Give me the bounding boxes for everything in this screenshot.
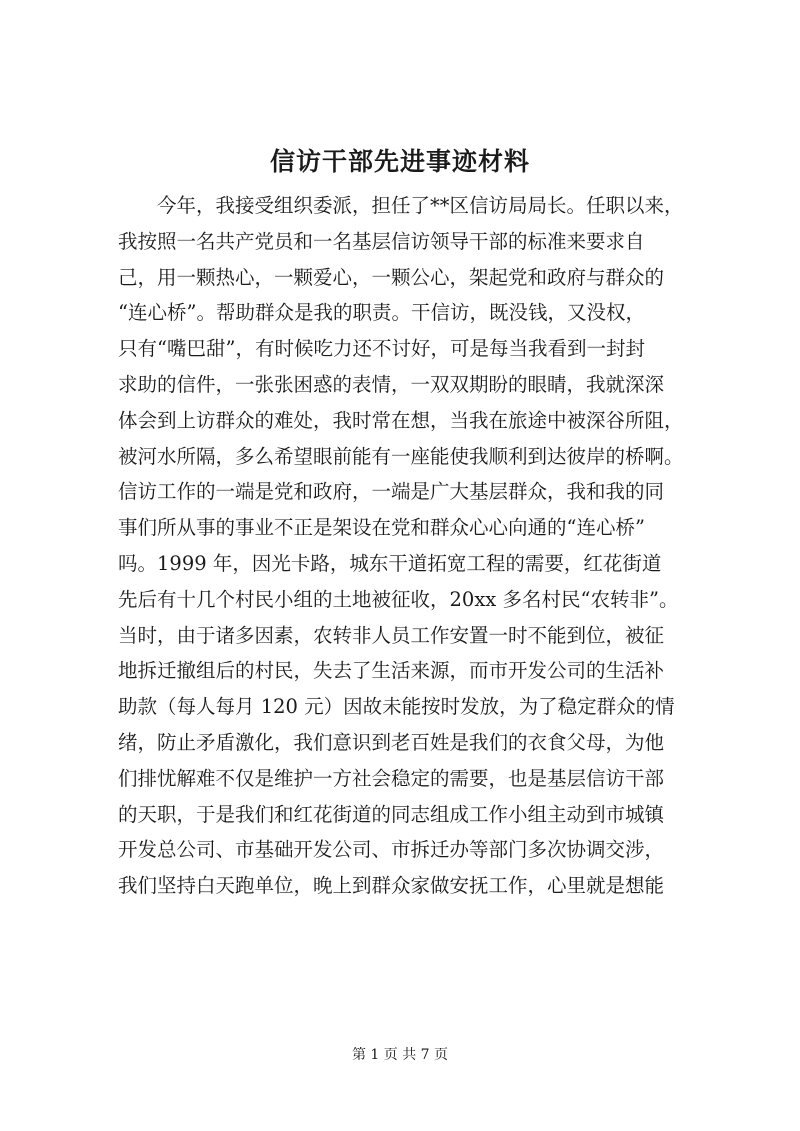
body-line: 己，用一颗热心，一颗爱心，一颗公心，架起党和政府与群众的 bbox=[118, 265, 665, 289]
body-line: 开发总公司、市基础开发公司、市拆迁办等部门多次协调交涉， bbox=[118, 838, 665, 862]
document-body bbox=[118, 188, 728, 904]
page-number-footer: 第 1 页 共 7 页 bbox=[351, 1047, 449, 1063]
body-line: 吗。1999 年，因光卡路，城东干道拓宽工程的需要，红花街道 bbox=[118, 551, 662, 575]
body-line: “连心桥”。帮助群众是我的职责。干信访，既没钱，又没权， bbox=[118, 301, 645, 325]
document-title: 信访干部先进事迹材料 bbox=[269, 147, 530, 176]
body-line: 事们所从事的事业不正是架设在党和群众心心向通的“连心桥” bbox=[118, 516, 645, 540]
body-line: 信访工作的一端是党和政府，一端是广大基层群众，我和我的同 bbox=[118, 480, 665, 504]
body-line: 我按照一名共产党员和一名基层信访领导干部的标准来要求自 bbox=[118, 229, 645, 253]
body-line: 助款（每人每月 120 元）因故未能按时发放，为了稳定群众的情 bbox=[118, 695, 675, 719]
body-line: 的天职，于是我们和红花街道的同志组成工作小组主动到市城镇 bbox=[118, 802, 665, 826]
body-line: 体会到上访群众的难处，我时常在想，当我在旅途中被深谷所阻， bbox=[118, 408, 684, 432]
body-line: 只有“嘴巴甜”，有时候吃力还不讨好，可是每当我看到一封封 bbox=[118, 337, 645, 361]
body-line: 们排忧解难不仅是维护一方社会稳定的需要，也是基层信访干部 bbox=[118, 766, 665, 790]
body-line: 地拆迁撤组后的村民，失去了生活来源，而市开发公司的生活补 bbox=[118, 659, 665, 683]
body-line: 今年，我接受组织委派，担任了**区信访局局长。任职以来， bbox=[157, 194, 684, 217]
body-line: 当时，由于诸多因素，农转非人员工作安置一时不能到位，被征 bbox=[118, 623, 665, 647]
body-line: 被河水所隔，多么希望眼前能有一座能使我顺利到达彼岸的桥啊。 bbox=[118, 444, 684, 468]
body-line: 绪，防止矛盾激化，我们意识到老百姓是我们的衣食父母，为他 bbox=[118, 730, 665, 754]
body-line: 求助的信件，一张张困惑的表情，一双双期盼的眼睛，我就深深 bbox=[118, 372, 665, 396]
body-line: 先后有十几个村民小组的土地被征收，20xx 多名村民“农转非”。 bbox=[118, 587, 679, 611]
body-line: 我们坚持白天跑单位，晚上到群众家做安抚工作，心里就是想能 bbox=[118, 874, 665, 898]
